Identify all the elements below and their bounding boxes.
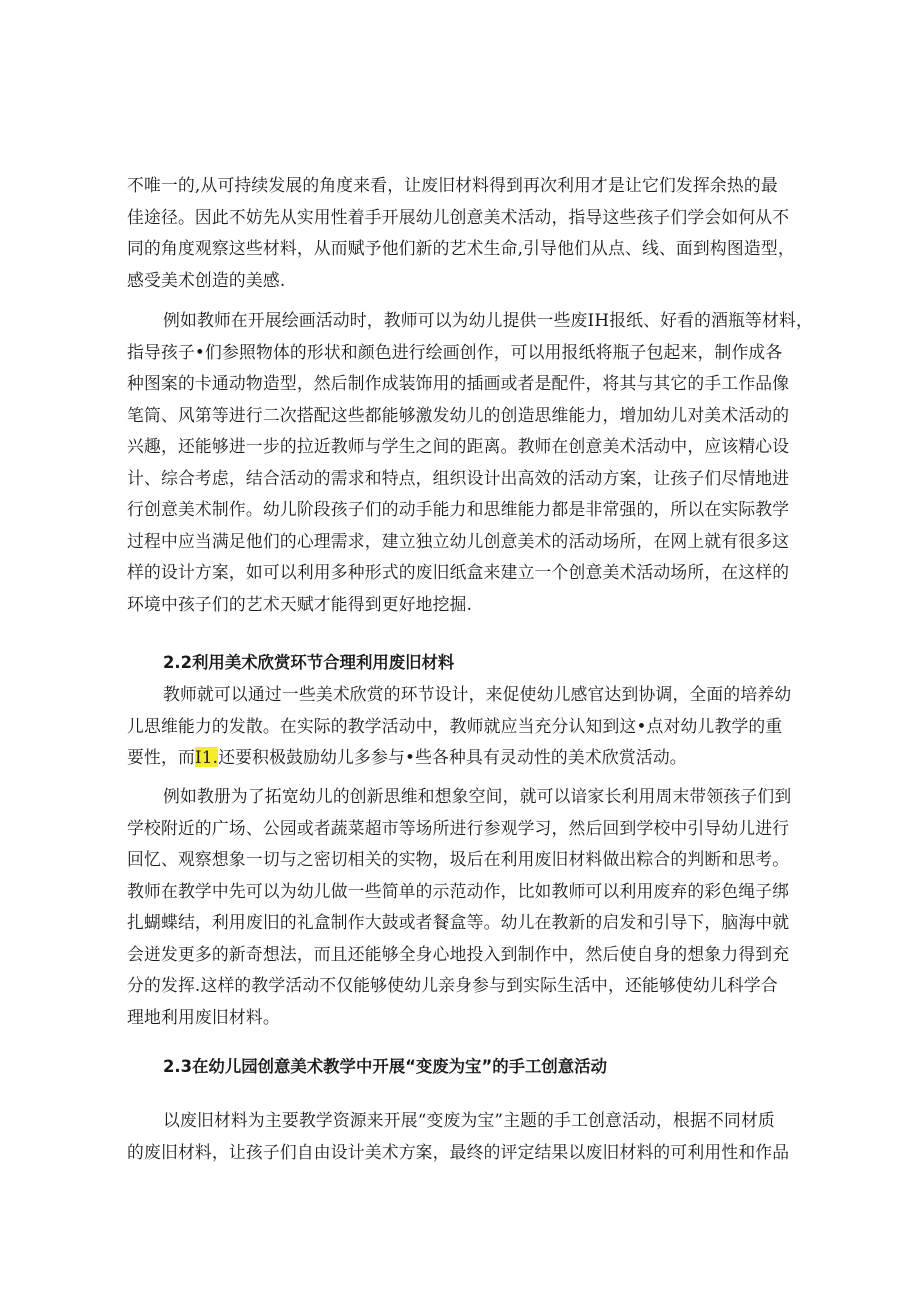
text-line: 不唯一的,从可持续发展的角度来看，让废旧材料得到再次利用才是让它们发挥余热的最 <box>127 175 778 195</box>
text-line: 学校附近的广场、公园或者蔬菜超市等场所进行参观学习，然后回到学校中引导幼儿进行 <box>127 817 790 838</box>
text-line: 例如教师在开展绘画活动时，教师可以为幼儿提供一些废IH报纸、好看的酒瓶等材料， <box>163 310 813 330</box>
text-line: 计、综合考虑，结合活动的需求和特点，组织设计出高效的活动方案，让孩子们尽情地进 <box>127 467 790 488</box>
text-line: 回忆、观察想象一切与之密切相关的实物，圾后在利用废旧材料做出粽合的判断和思考。 <box>127 849 790 869</box>
text-line: 样的设计方案，如可以利用多种形式的废旧纸盒来建立一个创意美术活动场所，在这样的 <box>127 562 790 582</box>
paragraph-5 <box>127 1105 792 1168</box>
text-line: 教师就可以通过一些美术欣赏的环节设计，来促使幼儿感官达到协调，全面的培养幼 <box>163 684 792 704</box>
text-segment: 还要积极鼓励幼儿多参与•些各种具有灵动性的美术欣赏活动。 <box>218 747 687 767</box>
text-line: 教师在教学中先可以为幼儿做一些简单的示范动作，比如教师可以利用废弃的彩色绳子绑 <box>127 880 790 901</box>
paragraph-3 <box>127 679 792 774</box>
text-line: 行创意美术制作。幼儿阶段孩子们的动手能力和思维能力都是非常强的，所以在实际教学 <box>127 499 790 519</box>
paragraph-4 <box>127 781 792 1033</box>
text-line: 过程中应当满足他们的心理需求，建立独立幼儿创意美术的活动场所，在网上就有很多这 <box>127 530 790 551</box>
text-line <box>127 742 792 774</box>
text-line: 儿思维能力的发散。在实际的教学活动中，教师就应当充分认知到这•点对幼儿教学的重 <box>127 715 783 736</box>
section-heading-2-3: 2.3在幼儿园创意美术教学中开展“变废为宝”的手工创意活动 <box>163 1057 607 1076</box>
text-line: 兴趣，还能够进一步的拉近教师与学生之间的距离。教师在创意美术活动中，应该精心设 <box>127 436 790 456</box>
section-heading-2-2: 2.2利用美术欣赏环节合理利用废旧材料 <box>163 653 455 672</box>
text-line: 同的角度观察这些材料，从而赋予他们新的艺术生命,引导他们从点、线、面到构图造型， <box>127 238 795 258</box>
text-line: 感受美术创造的美感. <box>127 269 286 290</box>
paragraph-1 <box>127 170 795 296</box>
text-line: 环境中孩子们的艺术天赋才能得到更好地挖掘. <box>127 593 473 614</box>
text-line: 以废旧材料为主要教学资源来开展“变废为宝”主题的手工创意活动，根据不同材质 <box>163 1110 775 1130</box>
text-line: 分的发挥.这样的教学活动不仅能够使幼儿亲身参与到实际生活中，还能够使幼儿科学合 <box>127 975 778 995</box>
text-line: 佳途径。因此不妨先从实用性着手开展幼儿创意美术活动，指导这些孩子们学会如何从不 <box>127 206 790 227</box>
text-line: 理地利用废旧材料。 <box>127 1006 280 1027</box>
text-line: 会迸发更多的新奇想法，而且还能够全身心地投入到制作中，然后使自身的想象力得到充 <box>127 943 790 964</box>
text-line: 的废旧材料，让孩子们自由设计美术方案，最终的评定结果以废旧材料的可利用性和作品 <box>127 1141 790 1162</box>
text-line: 指导孩子•们参照物体的形状和颜色进行绘画创作，可以用报纸将瓶子包起来，制作成各 <box>127 341 783 362</box>
text-line: 例如教册为了拓宽幼儿的创新思维和想象空间，就可以谙家长利用周末带领孩子们到 <box>163 786 792 806</box>
paragraph-2 <box>127 305 813 620</box>
text-segment: 要性，而 <box>127 747 195 767</box>
text-line: 扎蝴蝶结，利用废旧的礼盒制作大鼓或者餐盒等。幼儿在教新的启发和引导下，脑海中就 <box>127 912 790 932</box>
highlighted-text: I1. <box>194 747 219 767</box>
text-line: 种图案的卡通动物造型，然后制作成装饰用的插画或者是配件，将其与其它的手工作品像 <box>127 373 790 393</box>
text-line: 笔筒、风第等进行二次搭配这些都能够激发幼儿的创造思维能力，增加幼儿对美术活动的 <box>127 404 790 425</box>
